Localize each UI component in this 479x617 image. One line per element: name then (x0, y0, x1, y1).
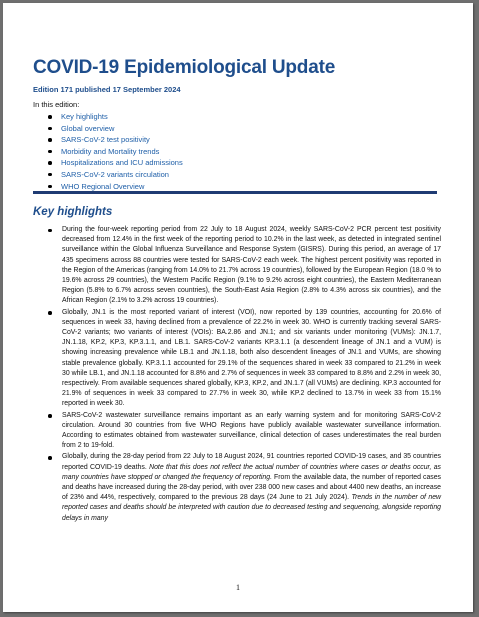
highlight-wastewater: SARS-CoV-2 wastewater surveillance remains important as an early warning system and for monitoring SARS-CoV-2 circulation. Around 30 countries from five WHO Regions have publicly available wastewater surveillance information. According to estimates obtained from wastewater surveillance, clinical detection of cases underestimates the real burden from 2 to 19-fold. (48, 411, 441, 452)
section-divider (33, 191, 437, 194)
edition-line: Edition 171 published 17 September 2024 (33, 85, 181, 94)
toc-link-regional-overview[interactable]: WHO Regional Overview (48, 181, 183, 193)
highlight-cases-deaths (48, 452, 441, 523)
toc-link-test-positivity[interactable]: SARS-CoV-2 test positivity (48, 134, 183, 146)
document-page (3, 3, 473, 612)
highlight-cases-italic-2: Trends in the number of new reported cases and deaths should be interpreted with caution due to decreased testing and sequencing, alongside reporting delays in many (62, 494, 441, 522)
toc-link-hospitalizations[interactable]: Hospitalizations and ICU admissions (48, 157, 183, 169)
toc-link-variants[interactable]: SARS-CoV-2 variants circulation (48, 169, 183, 181)
toc-link-morbidity-mortality[interactable]: Morbidity and Mortality trends (48, 146, 183, 158)
document-title: COVID-19 Epidemiological Update (33, 57, 336, 78)
highlights-list (48, 225, 441, 525)
highlight-cases-text-1: Globally, during the 28-day period from 22 July to 18 August 2024, 91 countries reported COVID-19 cases, and 35 countries reported COVID-19 deaths. (62, 453, 441, 471)
section-heading-key-highlights: Key highlights (33, 206, 113, 218)
table-of-contents (48, 111, 183, 192)
highlight-cases-text-2: From the available data, the number of reported cases and deaths have increased during the 28-day period, with over 238 000 new cases and about 4400 new deaths, an increase of 23% and 44%, respectively, compared to the previous 28 days (24 June to 21 July 2024). (62, 473, 441, 502)
page-number: 1 (236, 583, 240, 592)
highlight-test-positivity: During the four-week reporting period from 22 July to 18 August 2024, weekly SARS-CoV-2 PCR percent test positivity decreased from 12.4% in the first week of the reporting period to 10.2% in the last week, as detected in integrated sentinel surveillance within the Global Influenza Surveillance and Response System (GISRS). During this period, an average of 17 435 specimens across 88 countries were tested for SARS-CoV-2 each week. The highest percent positivity was reported in the Region of the Americas (ranging from 14.0% to 21.7% across 19 countries), followed by the European Region (18.0 % to 19.6% across 29 countries), the Western Pacific Region (9.1% to 9.2% across eight countries), the Eastern Mediterranean Region (5.8% to 6.7% across seven countries), the South-East Asia Region (2.8% to 4.3% across six countries), and the African Region (2.1% to 3.2% across 19 countries). (48, 225, 441, 307)
highlight-variants: Globally, JN.1 is the most reported variant of interest (VOI), now reported by 139 countries, accounting for 20.6% of sequences in week 33, having declined from a prevalence of 22.2% in week 30. WHO is currently tracking several SARS-CoV-2 variants; two variants of interest (VOIs): BA.2.86 and JN.1; and six variants under monitoring (VUMs): JN.1.7, JN.1.18, KP.2, KP.3, KP.3.1.1, and LB.1. SARS-CoV-2 variants KP.3.1.1 (a descendent lineage of JN.1 and a VUM) is showing increasing prevalence while LB.1 and JN.1.18, both also descendent lineages of JN.1 and VUMs, are showing stable prevalence globally. KP.3.1.1 accounted for 29.1% of the sequences shared in week 33 compared to 21.2% in week 30 while LB.1, and JN.1.18 accounted for 8.8% and 2.7% of sequences in week 33 compared to 8.8% and 2.2% in week 30, respectively. From available sequences shared globally, KP.3, KP.2, and JN.1.7 (all VUMs) are declining. KP.3 accounted for 21.9% of sequences in week 33 compared to 27.7% in week 30, while KP.2 declined to 13.7% in week 33 from 15.1% reported in week 30. (48, 308, 441, 410)
in-this-edition-label: In this edition: (33, 100, 80, 109)
toc-link-global-overview[interactable]: Global overview (48, 123, 183, 135)
toc-link-key-highlights[interactable]: Key highlights (48, 111, 183, 123)
highlight-cases-italic-1: Note that this does not reflect the actual number of countries where cases or deaths occur, as many countries have stopped or changed the frequency of reporting. (62, 463, 441, 481)
